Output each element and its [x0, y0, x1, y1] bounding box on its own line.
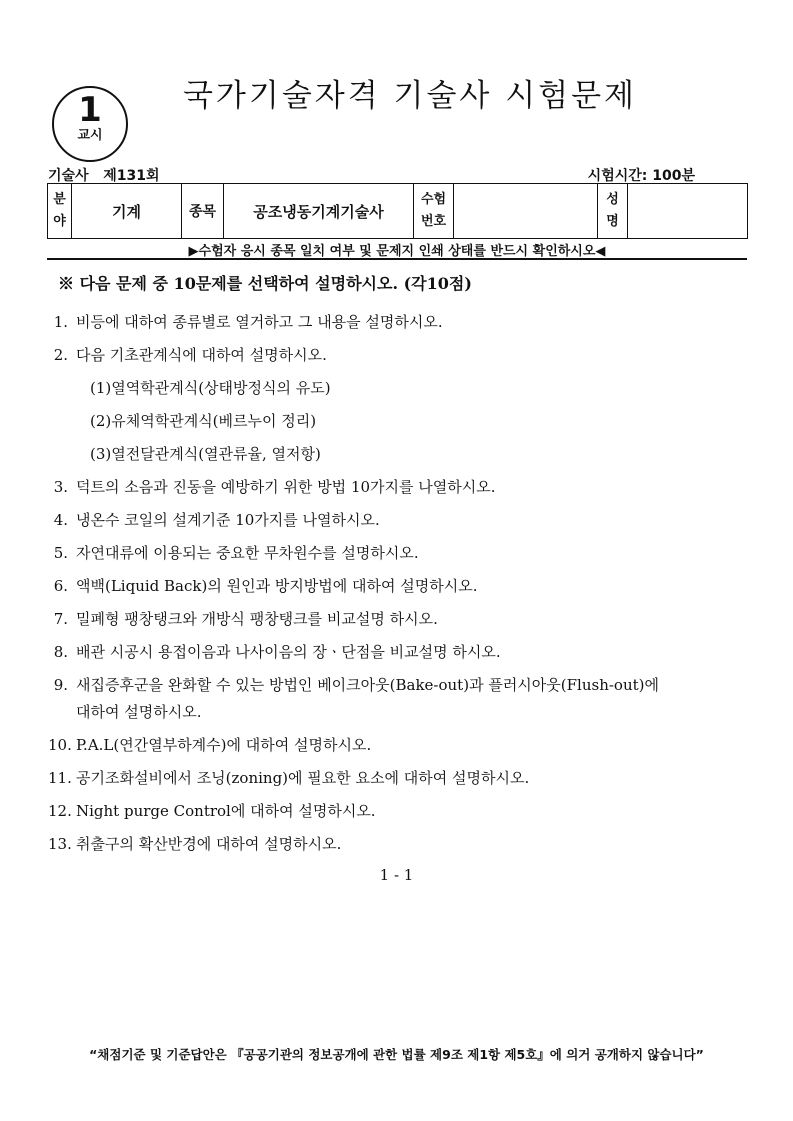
exam-round: 기술사 제131회	[48, 168, 160, 184]
session-label: 교시	[77, 128, 103, 143]
question-item: 5. 자연대류에 이용되는 중요한 무차원수를 설명하시오.	[53, 544, 419, 562]
page-title: 국가기술자격 기술사 시험문제	[182, 78, 637, 114]
name-label: 성 명	[598, 184, 628, 239]
item-label: 종목	[182, 184, 224, 239]
candidate-info-table	[47, 183, 748, 239]
exam-time: 시험시간: 100분	[587, 168, 695, 184]
name-field[interactable]	[628, 184, 748, 239]
check-notice: ▶수험자 응시 종목 일치 여부 및 문제지 인쇄 상태를 반드시 확인하시오◀	[188, 244, 606, 259]
instruction: ※ 다음 문제 중 10문제를 선택하여 설명하시오. (각10점)	[58, 274, 472, 293]
question-item: 12. Night purge Control에 대하여 설명하시오.	[48, 802, 376, 820]
exam-number-label: 수험 번호	[414, 184, 454, 239]
question-item: 10. P.A.L(연간열부하계수)에 대하여 설명하시오.	[48, 736, 372, 754]
question-item: 9. 새집증후군을 완화할 수 있는 방법인 베이크아웃(Bake-out)과 플러시아웃(Flush-out)에 대하여 설명하시오.	[53, 676, 659, 721]
session-badge	[52, 86, 128, 162]
question-item: 6. 액백(Liquid Back)의 원인과 방지방법에 대하여 설명하시오.	[53, 577, 478, 595]
page-number: 1 - 1	[379, 866, 414, 884]
question-item: 3. 덕트의 소음과 진동을 예방하기 위한 방법 10가지를 나열하시오.	[53, 478, 496, 496]
question-item: 8. 배관 시공시 용접이음과 나사이음의 장ㆍ단점을 비교설명 하시오.	[53, 643, 501, 661]
item-value: 공조냉동기계기술사	[224, 184, 414, 239]
exam-number-field[interactable]	[454, 184, 598, 239]
question-item: 7. 밀폐형 팽창탱크와 개방식 팽창탱크를 비교설명 하시오.	[53, 610, 438, 628]
sub-item: (3)열전달관계식(열관류율, 열저항)	[90, 445, 321, 463]
question-item: 13. 취출구의 확산반경에 대하여 설명하시오.	[48, 835, 342, 853]
question-list	[48, 312, 748, 867]
sub-item: (2)유체역학관계식(베르누이 정리)	[90, 412, 317, 430]
sub-item: (1)열역학관계식(상태방정식의 유도)	[90, 379, 331, 397]
disclaimer: “채점기준 및 기준답안은 『공공기관의 정보공개에 관한 법률 제9조 제1항 제5호』에 의거 공개하지 않습니다”	[89, 1047, 704, 1062]
field-value: 기계	[72, 184, 182, 239]
question-item: 4. 냉온수 코일의 설계기준 10가지를 나열하시오.	[53, 511, 380, 529]
field-label: 분 야	[48, 184, 72, 239]
divider	[47, 258, 747, 260]
question-item: 11. 공기조화설비에서 조닝(zoning)에 필요한 요소에 대하여 설명하시오.	[48, 769, 530, 787]
question-item: 1. 비등에 대하여 종류별로 열거하고 그 내용을 설명하시오.	[53, 313, 443, 331]
session-number: 1	[78, 90, 102, 130]
question-item: 2. 다음 기초관계식에 대하여 설명하시오.	[53, 346, 327, 364]
